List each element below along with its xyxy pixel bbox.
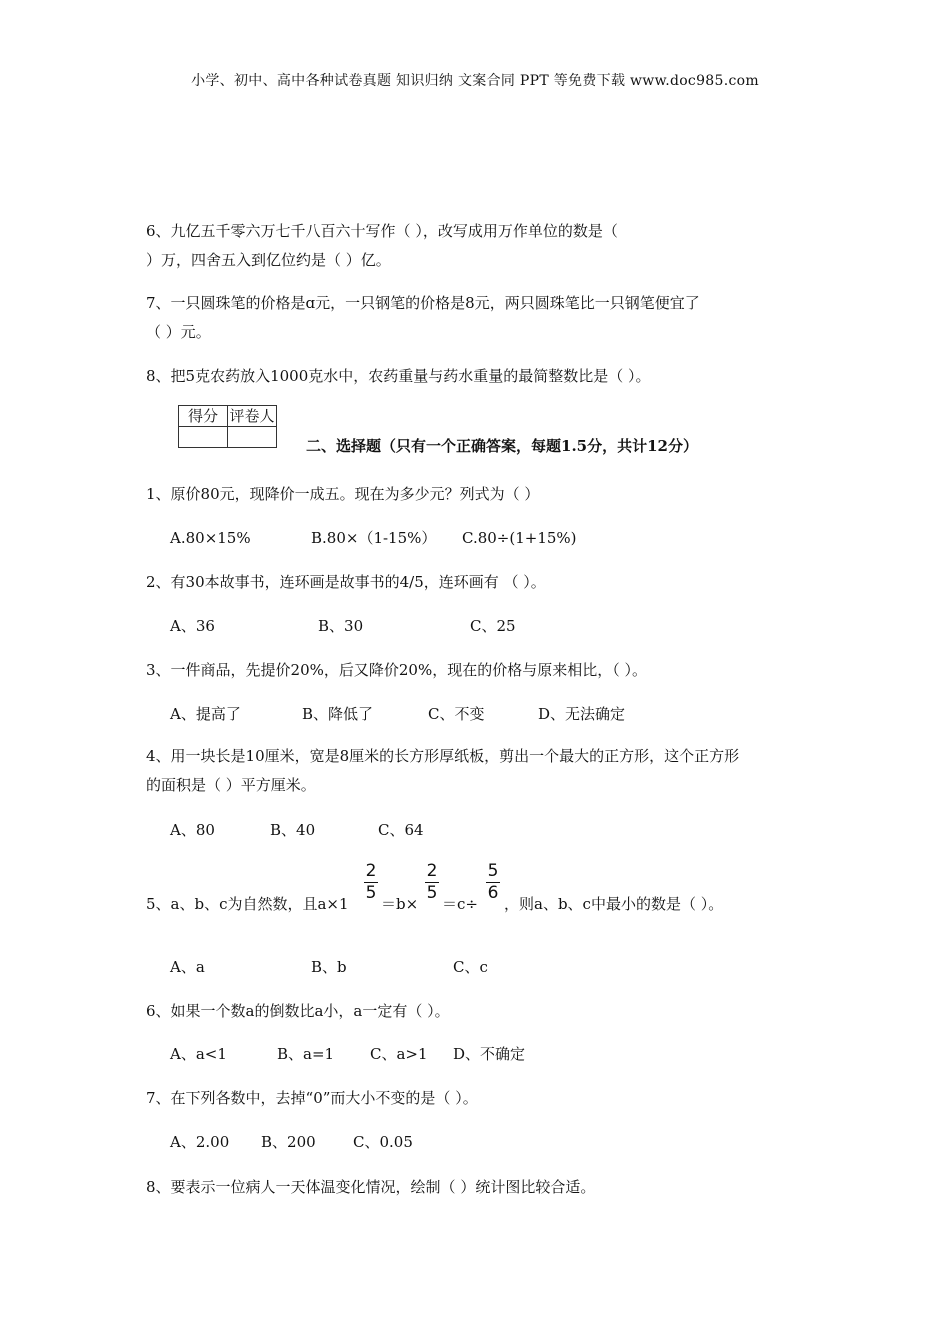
mc-4-option-c: C、64 xyxy=(378,821,424,839)
mc-question-3: 3、一件商品，先提价20%，后又降价20%，现在的价格与原来相比，（ ）。 xyxy=(146,661,647,679)
fraction-3-numerator: 5 xyxy=(487,861,499,881)
mc-6-option-a: A、a<1 xyxy=(170,1045,227,1063)
question-8: 8、把5克农药放入1000克水中，农药重量与药水重量的最简整数比是（ ）。 xyxy=(146,367,651,385)
mc-5-option-c: C、c xyxy=(453,958,488,976)
mc-7-option-c: C、0.05 xyxy=(353,1133,413,1151)
fraction-1-denominator: 5 xyxy=(365,883,377,903)
fraction-3 xyxy=(486,862,500,903)
mc-7-option-b: B、200 xyxy=(261,1133,316,1151)
mc-3-option-c: C、不变 xyxy=(428,705,485,723)
score-table xyxy=(178,405,277,448)
fraction-1-numerator: 2 xyxy=(365,861,377,881)
question-6-line1: 6、九亿五千零六万七千八百六十写作（ ），改写成用万作单位的数是（ xyxy=(146,222,618,240)
score-header: 得分 xyxy=(179,406,228,427)
mc-1-option-a: A.80×15% xyxy=(170,529,251,547)
mc-5-option-b: B、b xyxy=(311,958,347,976)
mc-1-option-b: B.80×（1-15%） xyxy=(311,529,437,547)
mc-2-option-b: B、30 xyxy=(318,617,364,635)
score-cell xyxy=(179,427,228,448)
mc-6-option-c: C、a>1 xyxy=(370,1045,428,1063)
fraction-1 xyxy=(364,862,378,903)
mc-question-5-part-d: ，则a、b、c中最小的数是（ ）。 xyxy=(504,895,724,913)
mc-question-2: 2、有30本故事书，连环画是故事书的4/5，连环画有 （ ）。 xyxy=(146,573,546,591)
mc-question-8: 8、要表示一位病人一天体温变化情况，绘制（ ）统计图比较合适。 xyxy=(146,1178,596,1196)
page-header: 小学、初中、高中各种试卷真题 知识归纳 文案合同 PPT 等免费下载 www.doc985.com xyxy=(191,73,759,89)
grader-header: 评卷人 xyxy=(229,407,275,425)
question-7-line2: （ ）元。 xyxy=(146,323,211,341)
section-2-title: 二、选择题（只有一个正确答案，每题1.5分，共计12分） xyxy=(306,437,698,455)
mc-question-5-part-b: ＝b× xyxy=(381,895,419,913)
fraction-3-denominator: 6 xyxy=(487,883,499,903)
mc-2-option-a: A、36 xyxy=(170,617,215,635)
mc-question-4-line2: 的面积是（ ）平方厘米。 xyxy=(146,776,316,794)
grader-cell xyxy=(228,427,277,448)
mc-1-option-c: C.80÷(1+15%) xyxy=(462,529,577,547)
mc-6-option-d: D、不确定 xyxy=(453,1045,526,1063)
mc-6-option-b: B、a=1 xyxy=(277,1045,335,1063)
mc-2-option-c: C、25 xyxy=(470,617,516,635)
mc-3-option-d: D、无法确定 xyxy=(538,705,626,723)
mc-question-6: 6、如果一个数a的倒数比a小，a一定有（ ）。 xyxy=(146,1002,450,1020)
mc-3-option-a: A、提高了 xyxy=(170,705,241,723)
mc-question-4-line1: 4、用一块长是10厘米，宽是8厘米的长方形厚纸板，剪出一个最大的正方形，这个正方形 xyxy=(146,747,740,765)
mc-3-option-b: B、降低了 xyxy=(302,705,374,723)
mc-5-option-a: A、a xyxy=(170,958,205,976)
mc-4-option-b: B、40 xyxy=(270,821,316,839)
mc-question-1: 1、原价80元，现降价一成五。现在为多少元？列式为（ ） xyxy=(146,485,540,503)
mc-question-5-part-a: 5、a、b、c为自然数，且a×1 xyxy=(146,895,349,913)
question-7-line1: 7、一只圆珠笔的价格是ɑ元，一只钢笔的价格是8元，两只圆珠笔比一只钢笔便宜了 xyxy=(146,294,700,312)
question-6-line2: ）万，四舍五入到亿位约是（ ）亿。 xyxy=(146,251,391,269)
mc-question-5-part-c: ＝c÷ xyxy=(442,895,478,913)
fraction-2-denominator: 5 xyxy=(426,883,438,903)
mc-question-7: 7、在下列各数中，去掉“0”而大小不变的是（ ）。 xyxy=(146,1089,478,1107)
mc-7-option-a: A、2.00 xyxy=(170,1133,230,1151)
fraction-2 xyxy=(425,862,439,903)
mc-4-option-a: A、80 xyxy=(170,821,215,839)
fraction-2-numerator: 2 xyxy=(426,861,438,881)
